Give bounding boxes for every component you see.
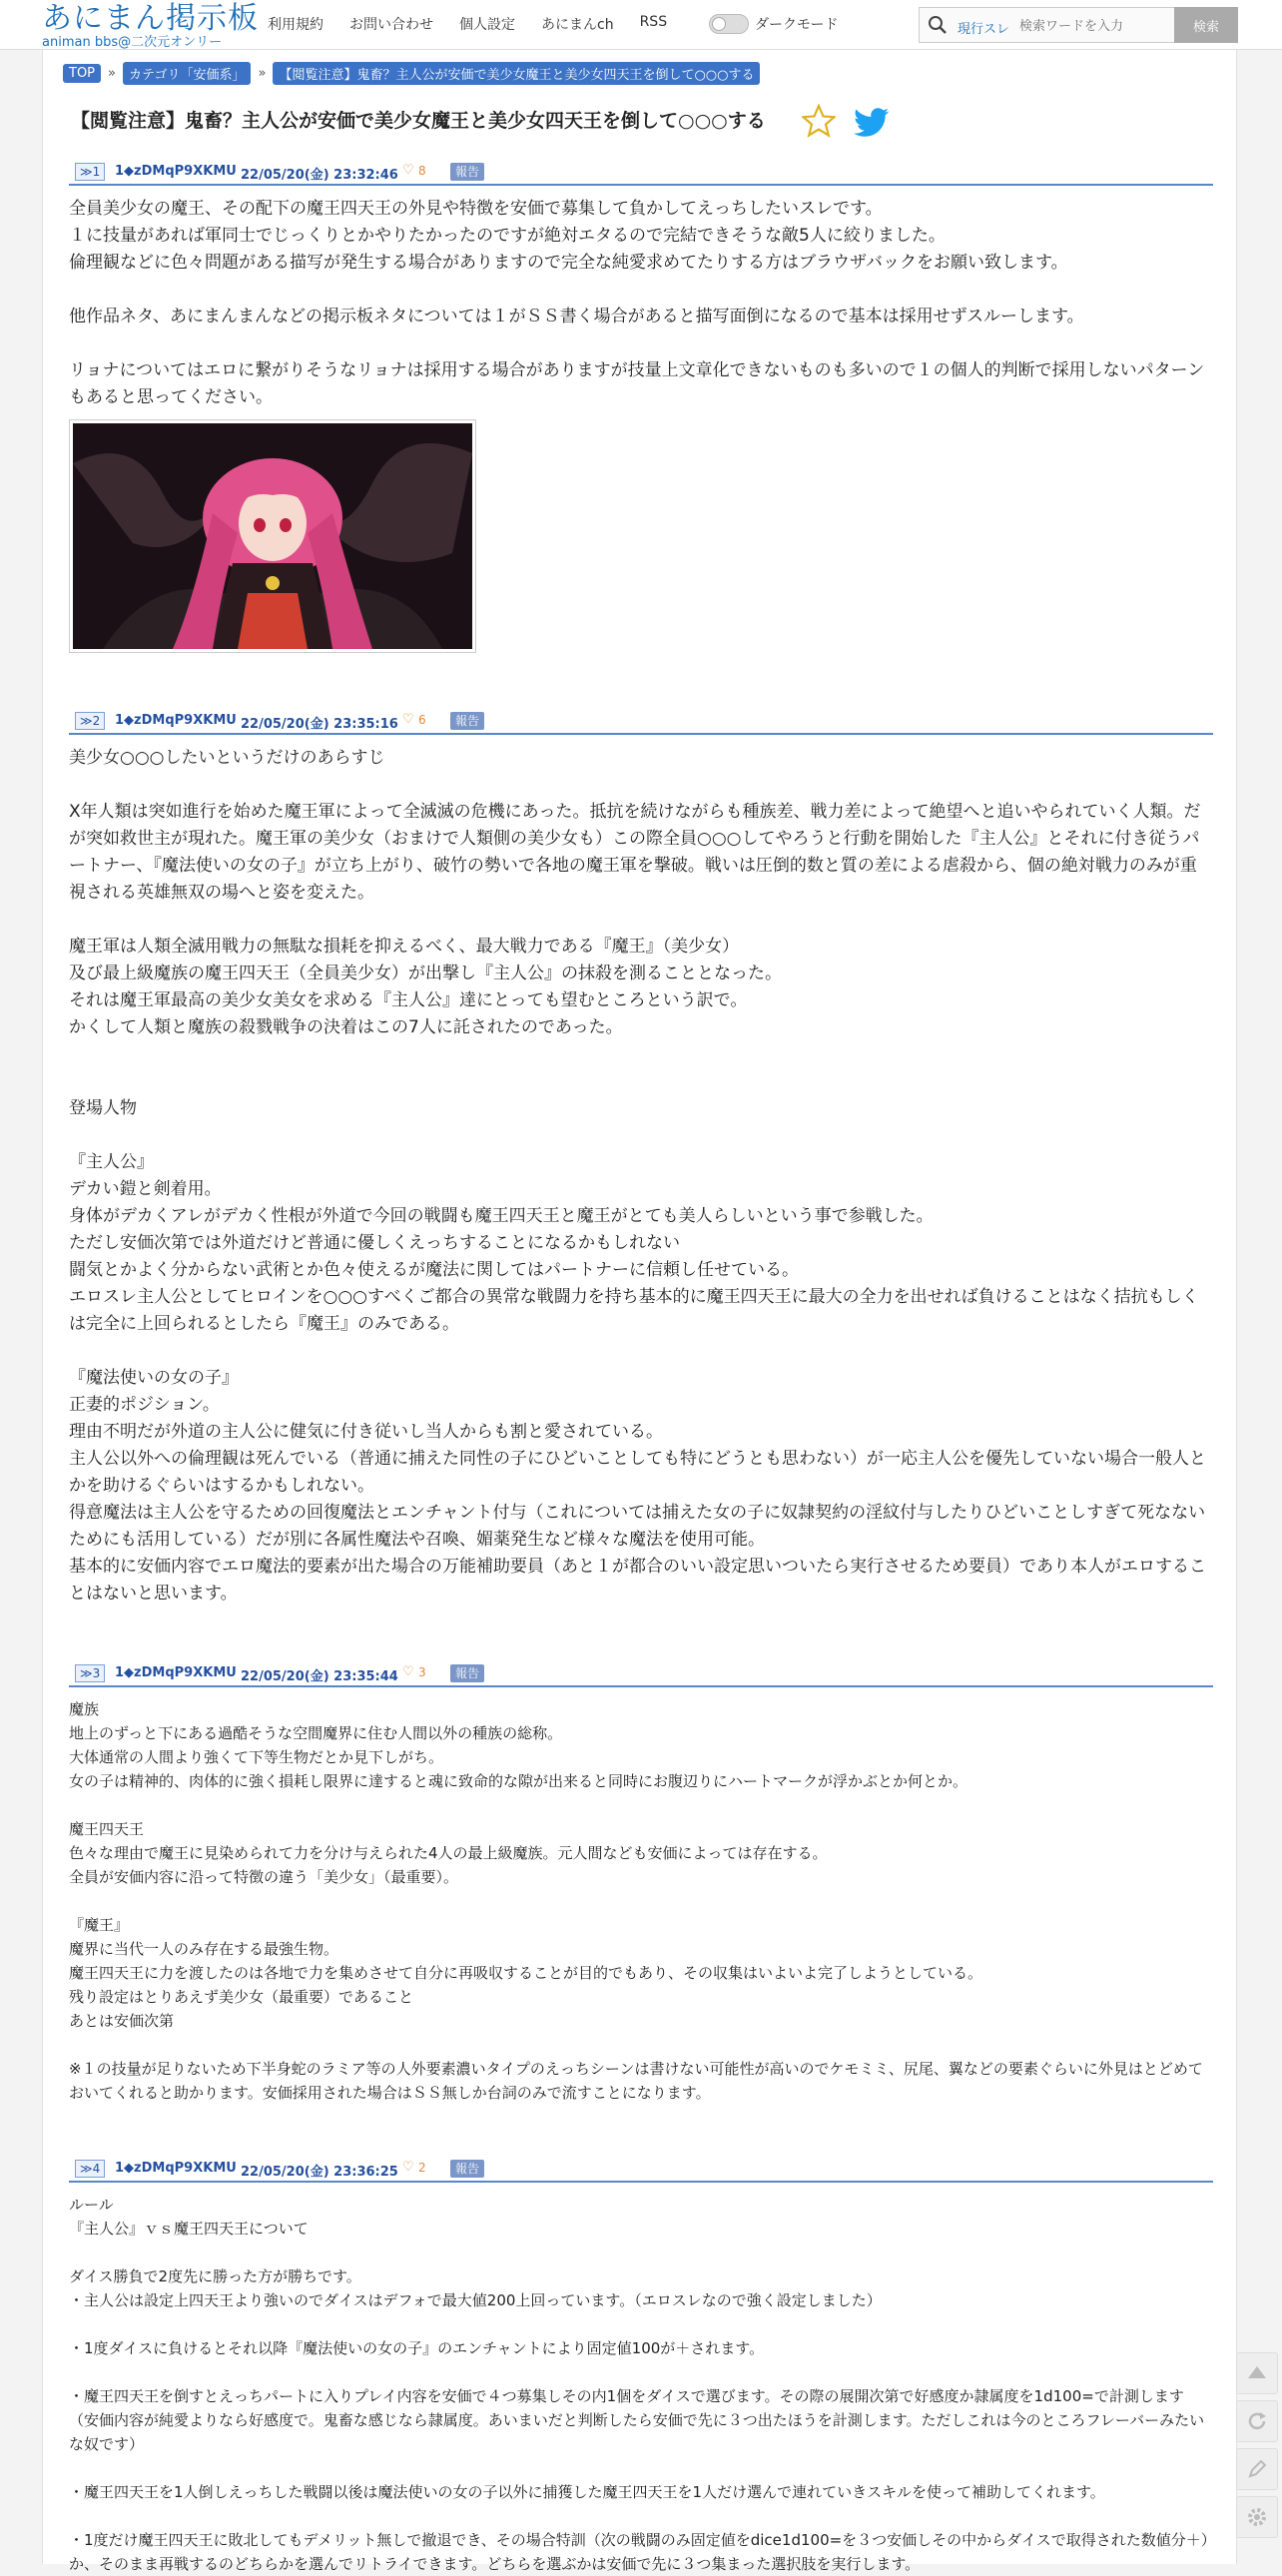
post-number-value[interactable]: 3 (92, 1666, 101, 1680)
pencil-icon (1246, 2458, 1268, 2480)
arrow-up-icon (1246, 2362, 1268, 2384)
toggle-knob (712, 17, 726, 31)
post-4 (69, 2157, 1213, 2576)
twitter-bird-icon[interactable] (854, 108, 890, 138)
site-logo[interactable] (42, 2, 259, 50)
post-body: 魔族 地上のずっと下にある過酷そうな空間魔界に住む人間以外の種族の総称。 大体通常の人間より強くて下等生物だとか見下しがち。 女の子は精神的、肉体的に強く損耗し限界に達すると魂に致命的な隙が出来ると同時にお腹辺りにハートマークが浮かぶとか何とか。 魔王四天王 色々な理由で魔王に見染められて力を分け与えられた4人の最上級魔族。元人間なども安価によっては存在する。 全員が安価内容に沿って特徴の違う「美少女」（最重要）。 『魔王』 魔界に当代一人のみ存在する最強生物。 魔王四天王に力を渡したのは各地で力を集めさせて自分に再吸収することが目的でもあり、その収集はいよいよ完了しようとしている。 残り設定はとりあえず美少女（最重要）であること あとは安価次第 ※１の技量が足りないため下半身蛇のラミア等の人外要素濃いタイプのえっちシーンは書けない可能性が高いのでケモミミ、尻尾、翼などの要素ぐらいに外見はとどめておいてくれると助かります。安価採用された場合はＳＳ無しか台詞のみで流すことになります。 (69, 1700, 1203, 2102)
post-header (69, 160, 1213, 186)
post-date: 22/05/20(金) 23:32:46 (241, 168, 398, 183)
dark-mode-toggle[interactable] (709, 14, 838, 34)
like-count: 3 (418, 1665, 426, 1679)
settings-button[interactable] (1236, 2496, 1278, 2538)
search-icon (928, 15, 948, 35)
nav-terms-link[interactable]: 利用規約 (268, 17, 323, 33)
post-number[interactable]: ≫4 (75, 2160, 105, 2178)
reload-button[interactable] (1236, 2400, 1278, 2442)
logo-subtitle: animan bbs@二次元オンリー (42, 35, 223, 50)
thread-title: 【閲覧注意】鬼畜？主人公が安価で美少女魔王と美少女四天王を倒して○○○する (71, 110, 766, 132)
post-number[interactable]: ≫2 (75, 712, 105, 730)
breadcrumb (63, 62, 760, 85)
post-header (69, 709, 1213, 735)
post-body: ルール 『主人公』ｖｓ魔王四天王について ダイス勝負で2度先に勝った方が勝ちです。 ・主人公は設定上四天王より強いのでダイスはデフォで最大値200上回っています。（エロスレなので強く設定しました） ・1度ダイスに負けるとそれ以降『魔法使いの女の子』のエンチャントにより固定値100が＋されます。 ・魔王四天王を倒すとえっちパートに入りプレイ内容を安価で４つ募集しその内1個をダイスで選びます。その際の展開次第で好感度か隷属度を1d100=で計測します（安価内容が純愛よりなら好感度で。鬼畜な感じなら隷属度。あいまいだと判断したら安価で先に３つ出たほうを計測します。ただしこれは今のところフレーバーみたいな奴です） ・魔王四天王を1人倒しえっちした戦闘以後は魔法使いの女の子以外に捕獲した魔王四天王を1人だけ選んで連れていきスキルを使って補助してくれます。 ・1度だけ魔王四天王に敗北してもデメリット無しで撤退でき、その場合特訓（次の戦闘のみ固定値をdice1d100=を３つ安価しその中からダイスで取得された数値分＋）か、そのまま再戦するのどちらかを選んでリトライできます。どちらを選ぶかは安価で先に３つ集まった選択肢を実行します。 (69, 2196, 1209, 2573)
thread-page (42, 50, 1237, 2573)
search-input[interactable] (1017, 13, 1171, 39)
report-button[interactable]: 報告 (450, 712, 484, 730)
heart-icon[interactable]: ♡ (402, 712, 414, 727)
report-button[interactable]: 報告 (450, 2160, 484, 2178)
write-post-button[interactable] (1236, 2448, 1278, 2490)
main-nav (268, 14, 693, 34)
breadcrumb-top[interactable]: TOP (63, 64, 101, 83)
post-3 (69, 1661, 1213, 2105)
breadcrumb-separator: » (108, 66, 116, 81)
breadcrumb-category[interactable]: カテゴリ「安価系」 (123, 62, 251, 85)
post-2 (69, 709, 1213, 1608)
like-count: 8 (418, 164, 426, 178)
post-date: 22/05/20(金) 23:36:25 (241, 2165, 398, 2180)
logo-title[interactable]: あにまん掲示板 (42, 1, 259, 36)
post-number[interactable]: ≫3 (75, 1664, 105, 1682)
toggle-track[interactable] (709, 14, 749, 34)
post-date: 22/05/20(金) 23:35:16 (241, 717, 398, 732)
post-date: 22/05/20(金) 23:35:44 (241, 1669, 398, 1684)
nav-settings-link[interactable]: 個人設定 (459, 17, 515, 33)
post-1 (69, 160, 1213, 653)
heart-icon[interactable]: ♡ (402, 163, 414, 178)
search-scope-select[interactable]: 現行スレ (958, 22, 1010, 37)
post-number-value[interactable]: 4 (92, 2162, 101, 2176)
like-count: 6 (418, 713, 426, 727)
favorite-star-icon[interactable] (802, 104, 836, 138)
post-image-thumbnail[interactable] (69, 419, 476, 653)
post-number-value[interactable]: 1 (92, 165, 101, 179)
anime-girl-illustration (73, 423, 472, 649)
post-author[interactable]: 1◆zDMqP9XKMU (115, 713, 237, 728)
post-author[interactable]: 1◆zDMqP9XKMU (115, 164, 237, 179)
post-number-value[interactable]: 2 (92, 714, 101, 728)
post-author[interactable]: 1◆zDMqP9XKMU (115, 2161, 237, 2176)
nav-rss-link[interactable]: RSS (639, 14, 668, 30)
breadcrumb-separator: » (258, 66, 267, 81)
top-bar (0, 0, 1282, 50)
scroll-top-button[interactable] (1236, 2352, 1278, 2394)
gear-icon (1245, 2505, 1269, 2529)
heart-icon[interactable]: ♡ (402, 1664, 414, 1679)
nav-animanch-link[interactable]: あにまんch (541, 17, 614, 33)
dark-mode-label: ダークモード (755, 17, 839, 33)
search-button[interactable]: 検索 (1174, 7, 1238, 43)
post-body: 美少女○○○したいというだけのあらすじ X年人類は突如進行を始めた魔王軍によって全滅滅の危機にあった。抵抗を続けながらも種族差、戦力差によって絶望へと追いやられていく人類。だが突如救世主が現れた。魔王軍の美少女（おまけで人類側の美少女も）この際全員○○○してやろうと行動を開始した『主人公』とそれに付き従うパートナー、『魔法使いの女の子』が立ち上がり、破竹の勢いで各地の魔王軍を撃破。戦いは圧倒的数と質の差による虐殺から、個の絶対戦力のみが重視される英雄無双の場へと姿を変えた。 魔王軍は人類全滅用戦力の無駄な損耗を抑えるべく、最大戦力である『魔王』（美少女） 及び最上級魔族の魔王四天王（全員美少女）が出撃し『主人公』の抹殺を測ることとなった。 それは魔王軍最高の美少女美女を求める『主人公』達にとっても望むところという訳で。 かくして人類と魔族の殺戮戦争の決着はこの7人に託されたのであった。 登場人物 『主人公』 デカい鎧と剣着用。 身体がデカくアレがデカく性根が外道で今回の戦闘も魔王四天王と魔王がとても美人らしいという事で参戦した。 ただし安価次第では外道だけど普通に優しくえっちすることになるかもしれない 闘気とかよく分からない武術とか色々使えるが魔法に関してはパートナーに信頼し任せている。 エロスレ主人公としてヒロインを○○○すべくご都合の異常な戦闘力を持ち基本的に魔王四天王に最大の全力を出せれば負けることはなく拮抗もしくは完全に上回られるとしたら『魔王』のみである。 『魔法使いの女の子』 正妻的ポジション。 理由不明だが外道の主人公に健気に付き従いし当人からも割と愛されている。 主人公以外への倫理観は死んでいる（普通に捕えた同性の子にひどいことしても特にどうとも思わない）が一応主人公を優先していない場合一般人とかを助けるぐらいはするかもしれない。 得意魔法は主人公を守るための回復魔法とエンチャント付与（これについては捕えた女の子に奴隷契約の淫紋付与したりひどいことしすぎて死なないためにも活用している）だが別に各属性魔法や召喚、媚薬発生など様々な魔法を使用可能。 基本的に安価内容でエロ魔法的要素が出た場合の万能補助要員（あと１が都合のいい設定思いついたら実行させるため要員）であり本人がエロすることはないと思います。 (69, 748, 1206, 1604)
floating-toolbar (1236, 2352, 1280, 2544)
report-button[interactable]: 報告 (450, 163, 484, 181)
search-box (919, 7, 1238, 43)
post-header (69, 2157, 1213, 2183)
post-body: 全員美少女の魔王、その配下の魔王四天王の外見や特徴を安価で募集して負かしてえっちしたいスレです。 １に技量があれば軍同士でじっくりとかやりたかったのですが絶対エタるので完結できそうな敵5人に絞りました。 倫理観などに色々問題がある描写が発生する場合がありますので完全な純愛求めてたりする方はブラウザバックをお願い致します。 他作品ネタ、あにまんまんなどの掲示板ネタについては１がＳＳ書く場合があると描写面倒になるので基本は採用せずスルーします。 リョナについてはエロに繋がりそうなリョナは採用する場合がありますが技量上文章化できないものも多いので１の個人的判断で採用しないパターンもあると思ってください。 (69, 199, 1205, 407)
post-number[interactable]: ≫1 (75, 163, 105, 181)
breadcrumb-current[interactable]: 【閲覧注意】鬼畜？主人公が安価で美少女魔王と美少女四天王を倒して○○○する (273, 62, 760, 85)
like-count: 2 (418, 2161, 426, 2175)
heart-icon[interactable]: ♡ (402, 2160, 414, 2175)
nav-contact-link[interactable]: お問い合わせ (349, 17, 433, 33)
reload-icon (1246, 2410, 1268, 2432)
post-author[interactable]: 1◆zDMqP9XKMU (115, 1665, 237, 1680)
post-header (69, 1661, 1213, 1687)
report-button[interactable]: 報告 (450, 1664, 484, 1682)
